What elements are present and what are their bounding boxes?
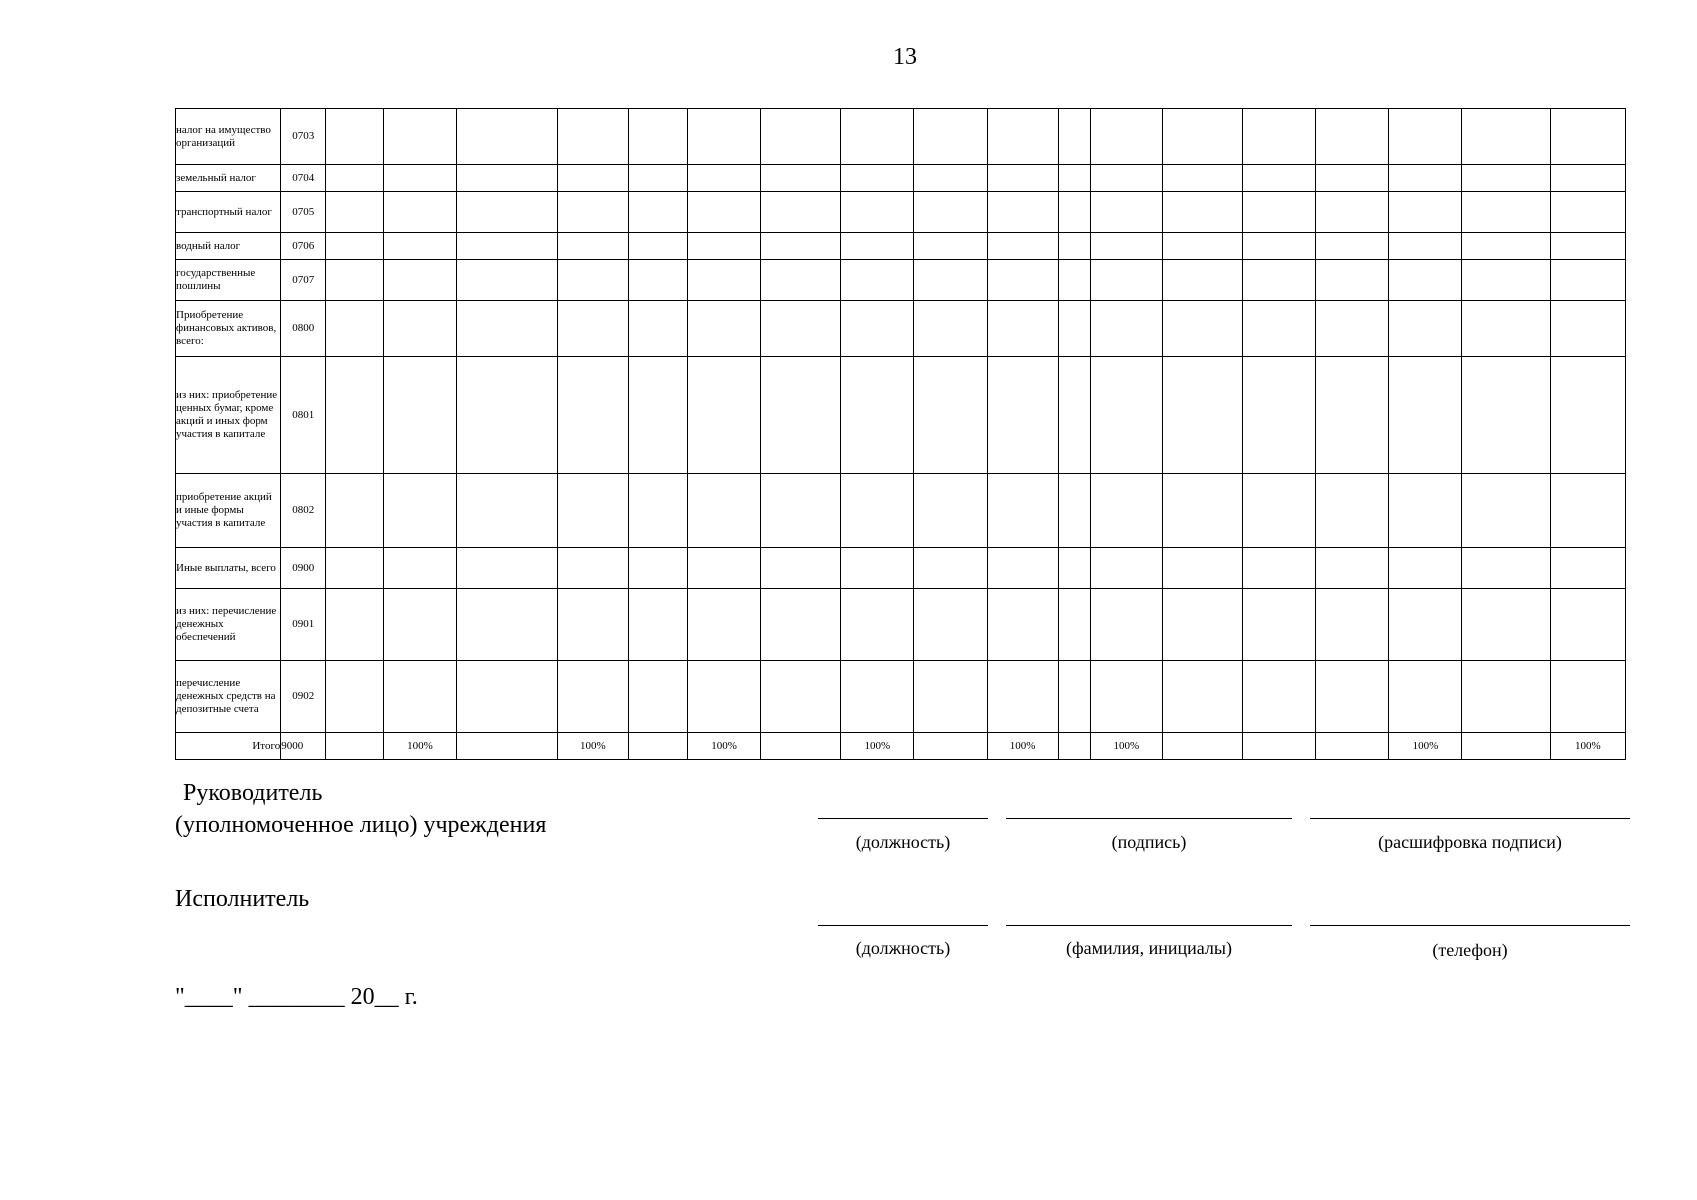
table-cell <box>841 109 914 165</box>
table-cell <box>1389 109 1462 165</box>
table-cell <box>456 165 557 192</box>
table-cell <box>557 165 628 192</box>
table-cell <box>761 589 841 661</box>
table-cell <box>1162 474 1242 548</box>
table-cell <box>1162 589 1242 661</box>
table-cell <box>1462 233 1550 260</box>
table-cell <box>326 165 384 192</box>
table-cell <box>384 109 456 165</box>
table-cell <box>628 192 687 233</box>
table-cell <box>1462 260 1550 301</box>
table-cell <box>384 233 456 260</box>
executor-name-caption: (фамилия, инициалы) <box>1066 938 1232 958</box>
table-cell <box>384 192 456 233</box>
table-cell <box>1058 357 1090 474</box>
table-cell <box>841 548 914 589</box>
table-cell <box>1243 192 1316 233</box>
table-cell <box>1550 548 1625 589</box>
head-title: Руководитель <box>183 780 323 806</box>
table-cell <box>761 661 841 733</box>
table-cell <box>557 233 628 260</box>
head-decoding-caption: (расшифровка подписи) <box>1378 832 1562 852</box>
table-cell <box>687 260 760 301</box>
table-cell <box>1243 548 1316 589</box>
table-cell <box>456 260 557 301</box>
table-cell <box>841 661 914 733</box>
table-cell <box>1389 233 1462 260</box>
table-cell <box>557 548 628 589</box>
table-cell <box>1162 661 1242 733</box>
row-label: водный налог <box>176 233 281 260</box>
table-cell <box>1162 109 1242 165</box>
table-cell <box>1462 165 1550 192</box>
row-code: 0706 <box>281 233 326 260</box>
table-cell <box>687 357 760 474</box>
table-cell <box>1389 165 1462 192</box>
table-row <box>176 474 1626 548</box>
table-cell <box>1316 192 1389 233</box>
table-cell <box>1316 165 1389 192</box>
table-cell <box>326 357 384 474</box>
table-cell <box>987 301 1058 357</box>
row-code: 0901 <box>281 589 326 661</box>
table-cell <box>628 260 687 301</box>
table-cell <box>841 260 914 301</box>
table-cell <box>1090 192 1162 233</box>
executor-title: Исполнитель <box>175 886 310 912</box>
table-cell <box>628 357 687 474</box>
table-cell <box>1389 474 1462 548</box>
table-cell <box>557 474 628 548</box>
table-cell <box>628 109 687 165</box>
table-cell <box>1090 165 1162 192</box>
table-cell <box>914 474 987 548</box>
table-cell <box>456 474 557 548</box>
total-cell <box>1162 733 1242 760</box>
table-cell <box>557 192 628 233</box>
table-cell <box>914 661 987 733</box>
table-row <box>176 109 1626 165</box>
table-cell <box>1243 260 1316 301</box>
table-cell <box>1243 589 1316 661</box>
table-cell <box>761 260 841 301</box>
table-cell <box>326 548 384 589</box>
table-cell <box>1090 474 1162 548</box>
table-cell <box>914 301 987 357</box>
table-cell <box>1058 192 1090 233</box>
table-cell <box>987 548 1058 589</box>
total-cell <box>456 733 557 760</box>
table-cell <box>384 301 456 357</box>
table-row <box>176 260 1626 301</box>
table-cell <box>987 233 1058 260</box>
head-signature-line <box>1006 818 1292 819</box>
table-cell <box>761 233 841 260</box>
table-cell <box>557 109 628 165</box>
table-cell <box>761 301 841 357</box>
row-label: из них: перечисление денежных обеспечений <box>176 589 281 661</box>
table-cell <box>687 165 760 192</box>
table-row <box>176 589 1626 661</box>
table-cell <box>384 589 456 661</box>
table-cell <box>841 357 914 474</box>
table-cell <box>1243 661 1316 733</box>
executor-position-caption: (должность) <box>855 938 951 958</box>
table-cell <box>1550 233 1625 260</box>
table-cell <box>841 474 914 548</box>
table-cell <box>1090 301 1162 357</box>
table-cell <box>1058 589 1090 661</box>
table-cell <box>1550 474 1625 548</box>
total-code: 9000 <box>281 733 326 760</box>
table-cell <box>628 165 687 192</box>
table-cell <box>761 548 841 589</box>
table-cell <box>1090 109 1162 165</box>
total-cell: 100% <box>384 733 456 760</box>
table-cell <box>687 589 760 661</box>
table-cell <box>1162 548 1242 589</box>
table-cell <box>1243 474 1316 548</box>
total-cell <box>1243 733 1316 760</box>
table-cell <box>1389 260 1462 301</box>
table-cell <box>628 661 687 733</box>
row-code: 0900 <box>281 548 326 589</box>
total-cell: 100% <box>1389 733 1462 760</box>
table-cell <box>1162 165 1242 192</box>
table-cell <box>1316 260 1389 301</box>
executor-phone-line <box>1310 925 1630 926</box>
table-cell <box>326 474 384 548</box>
head-signature-caption: (подпись) <box>1111 832 1187 852</box>
table-row <box>176 357 1626 474</box>
table-cell <box>326 192 384 233</box>
table-cell <box>456 589 557 661</box>
table-body <box>176 109 1626 760</box>
table-cell <box>1389 589 1462 661</box>
table-cell <box>1058 474 1090 548</box>
table-cell <box>1090 233 1162 260</box>
table-cell <box>1058 109 1090 165</box>
table-row <box>176 548 1626 589</box>
table-cell <box>1316 357 1389 474</box>
table-cell <box>1389 661 1462 733</box>
table-cell <box>384 165 456 192</box>
table-cell <box>914 192 987 233</box>
table-cell <box>1243 233 1316 260</box>
table-cell <box>1462 661 1550 733</box>
table-cell <box>1462 301 1550 357</box>
table-cell <box>1462 548 1550 589</box>
table-cell <box>841 589 914 661</box>
table-cell <box>456 301 557 357</box>
total-cell: 100% <box>557 733 628 760</box>
table-cell <box>1462 589 1550 661</box>
head-decoding-line <box>1310 818 1630 819</box>
table-cell <box>841 165 914 192</box>
row-code: 0707 <box>281 260 326 301</box>
table-cell <box>628 474 687 548</box>
table-cell <box>456 109 557 165</box>
table-cell <box>456 233 557 260</box>
table-cell <box>1316 589 1389 661</box>
executor-phone-caption: (телефон) <box>1432 940 1508 960</box>
table-cell <box>326 301 384 357</box>
row-code: 0802 <box>281 474 326 548</box>
row-label: земельный налог <box>176 165 281 192</box>
table-cell <box>914 165 987 192</box>
total-row <box>176 733 1626 760</box>
table-cell <box>687 661 760 733</box>
head-position-caption: (должность) <box>855 832 951 852</box>
table-cell <box>1090 548 1162 589</box>
table-cell <box>456 661 557 733</box>
total-cell: 100% <box>841 733 914 760</box>
table-cell <box>987 589 1058 661</box>
table-cell <box>1162 260 1242 301</box>
table-row <box>176 301 1626 357</box>
table-cell <box>687 109 760 165</box>
table-cell <box>1162 301 1242 357</box>
row-label: перечисление денежных средств на депозитные счета <box>176 661 281 733</box>
table-cell <box>1162 192 1242 233</box>
head-position-line <box>818 818 988 819</box>
table-cell <box>761 474 841 548</box>
table-cell <box>1316 474 1389 548</box>
row-code: 0801 <box>281 357 326 474</box>
table-cell <box>1462 474 1550 548</box>
page-number: 13 <box>893 44 917 70</box>
table-cell <box>1389 301 1462 357</box>
table-cell <box>987 260 1058 301</box>
table-cell <box>1090 589 1162 661</box>
total-cell <box>914 733 987 760</box>
table-cell <box>557 357 628 474</box>
table-cell <box>761 192 841 233</box>
table-cell <box>687 474 760 548</box>
table-cell <box>1462 357 1550 474</box>
table-cell <box>1550 661 1625 733</box>
row-code: 0800 <box>281 301 326 357</box>
total-cell: 100% <box>1090 733 1162 760</box>
table-cell <box>1550 301 1625 357</box>
table-cell <box>914 589 987 661</box>
table-cell <box>1462 109 1550 165</box>
table-cell <box>384 357 456 474</box>
row-code: 0703 <box>281 109 326 165</box>
report-table <box>175 108 1626 760</box>
table-cell <box>914 233 987 260</box>
table-cell <box>326 260 384 301</box>
table-cell <box>987 109 1058 165</box>
table-cell <box>687 233 760 260</box>
total-cell <box>1316 733 1389 760</box>
table-cell <box>628 548 687 589</box>
table-cell <box>1316 233 1389 260</box>
table-cell <box>687 548 760 589</box>
head-subtitle: (уполномоченное лицо) учреждения <box>175 812 547 838</box>
table-cell <box>1058 233 1090 260</box>
table-cell <box>914 548 987 589</box>
table-cell <box>987 357 1058 474</box>
table-cell <box>1462 192 1550 233</box>
table-cell <box>761 165 841 192</box>
table-cell <box>987 661 1058 733</box>
row-label: Иные выплаты, всего <box>176 548 281 589</box>
table-cell <box>1389 548 1462 589</box>
executor-name-line <box>1006 925 1292 926</box>
table-cell <box>1550 260 1625 301</box>
table-cell <box>1058 548 1090 589</box>
row-label: Приобретение финансовых активов, всего: <box>176 301 281 357</box>
table-cell <box>1162 233 1242 260</box>
table-cell <box>557 589 628 661</box>
table-cell <box>456 357 557 474</box>
table-cell <box>1090 357 1162 474</box>
table-row <box>176 165 1626 192</box>
table-cell <box>987 474 1058 548</box>
row-label: из них: приобретение ценных бумаг, кроме акций и иных форм участия в капитале <box>176 357 281 474</box>
table-cell <box>1058 260 1090 301</box>
table-cell <box>841 192 914 233</box>
table-cell <box>628 301 687 357</box>
table-cell <box>384 474 456 548</box>
table-cell <box>1243 165 1316 192</box>
table-cell <box>384 260 456 301</box>
date-line: "____" ________ 20__ г. <box>175 984 418 1010</box>
table-cell <box>687 192 760 233</box>
table-cell <box>384 548 456 589</box>
table-cell <box>914 260 987 301</box>
table-cell <box>1243 301 1316 357</box>
table-cell <box>1316 109 1389 165</box>
executor-position-line <box>818 925 988 926</box>
row-label: государственные пошлины <box>176 260 281 301</box>
table-cell <box>987 192 1058 233</box>
row-label: приобретение акций и иные формы участия в капитале <box>176 474 281 548</box>
table-cell <box>1316 548 1389 589</box>
row-code: 0902 <box>281 661 326 733</box>
table-cell <box>326 661 384 733</box>
table-cell <box>384 661 456 733</box>
table-cell <box>841 301 914 357</box>
table-row <box>176 233 1626 260</box>
total-label: Итого <box>176 733 281 760</box>
table-cell <box>1058 661 1090 733</box>
row-label: транспортный налог <box>176 192 281 233</box>
table-cell <box>326 233 384 260</box>
table-cell <box>456 548 557 589</box>
table-cell <box>557 301 628 357</box>
table-cell <box>1389 192 1462 233</box>
table-cell <box>987 165 1058 192</box>
table-cell <box>1090 661 1162 733</box>
total-cell <box>1058 733 1090 760</box>
table-cell <box>628 233 687 260</box>
table-cell <box>456 192 557 233</box>
total-cell <box>1462 733 1550 760</box>
table-cell <box>628 589 687 661</box>
table-cell <box>1058 165 1090 192</box>
row-code: 0705 <box>281 192 326 233</box>
table-cell <box>1316 301 1389 357</box>
table-cell <box>761 357 841 474</box>
table-cell <box>1090 260 1162 301</box>
table-cell <box>914 109 987 165</box>
table-cell <box>914 357 987 474</box>
table-row <box>176 661 1626 733</box>
table-cell <box>557 260 628 301</box>
table-cell <box>761 109 841 165</box>
table-row <box>176 192 1626 233</box>
table-cell <box>326 589 384 661</box>
table-cell <box>1058 301 1090 357</box>
table-cell <box>1550 589 1625 661</box>
row-code: 0704 <box>281 165 326 192</box>
table-cell <box>1550 165 1625 192</box>
table-cell <box>1243 357 1316 474</box>
table-cell <box>1550 109 1625 165</box>
table-cell <box>1316 661 1389 733</box>
table-cell <box>687 301 760 357</box>
total-cell: 100% <box>987 733 1058 760</box>
table-cell <box>841 233 914 260</box>
total-cell: 100% <box>687 733 760 760</box>
table-cell <box>1389 357 1462 474</box>
table-cell <box>1243 109 1316 165</box>
table-cell <box>1550 192 1625 233</box>
table-cell <box>326 109 384 165</box>
total-cell: 100% <box>1550 733 1625 760</box>
row-label: налог на имущество организаций <box>176 109 281 165</box>
table-cell <box>1550 357 1625 474</box>
table-cell <box>1162 357 1242 474</box>
total-cell <box>326 733 384 760</box>
total-cell <box>761 733 841 760</box>
total-cell <box>628 733 687 760</box>
table-cell <box>557 661 628 733</box>
